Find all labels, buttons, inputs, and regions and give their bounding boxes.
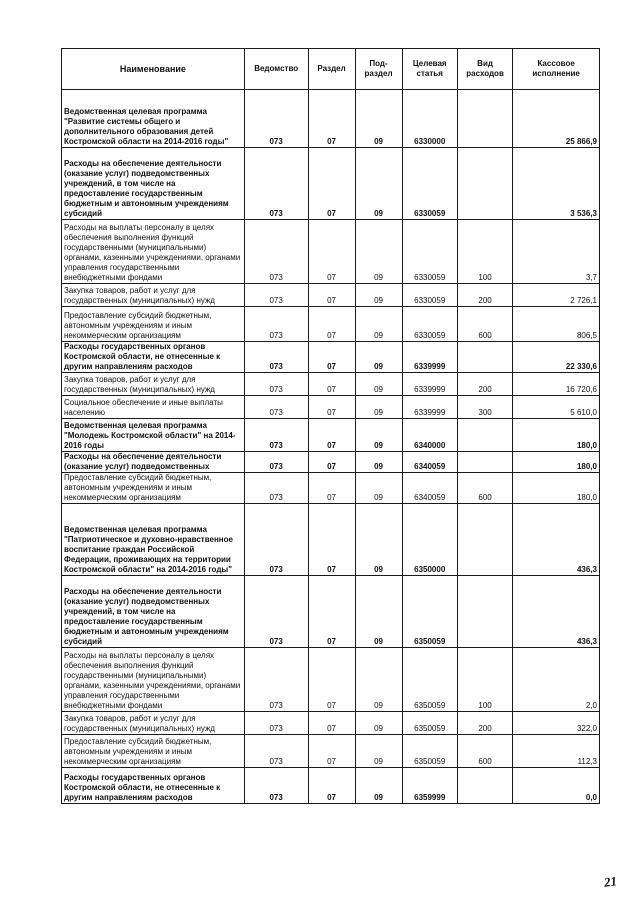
- row-target-article-cell: 6350059: [402, 735, 457, 768]
- row-expense-type-cell: 100: [457, 220, 512, 284]
- row-expense-type-cell: [457, 90, 512, 148]
- row-section-cell: 07: [308, 373, 355, 396]
- row-section-cell: 07: [308, 576, 355, 648]
- row-expense-type-cell: 200: [457, 712, 512, 735]
- row-target-article-cell: 6359999: [402, 768, 457, 804]
- row-target-article-cell: 6330059: [402, 284, 457, 307]
- row-section-cell: 07: [308, 452, 355, 473]
- row-name-cell: Предоставление субсидий бюджетным, автономным учреждениям и иным некоммерческим организациям: [62, 473, 245, 504]
- table-row: [62, 419, 600, 452]
- header-name: Наименование: [62, 49, 245, 90]
- row-expense-type-cell: [457, 768, 512, 804]
- row-name-cell: Расходы государственных органов Костромской области, не отнесенные к другим направлениям расходов: [62, 342, 245, 373]
- row-expense-type-cell: [457, 576, 512, 648]
- row-cash-execution-cell: 22 330,6: [513, 342, 600, 373]
- row-department-cell: 073: [244, 452, 308, 473]
- table-row: [62, 504, 600, 576]
- row-target-article-cell: 6330000: [402, 90, 457, 148]
- row-expense-type-cell: [457, 342, 512, 373]
- row-cash-execution-cell: 436,3: [513, 504, 600, 576]
- row-name-cell: Расходы на выплаты персоналу в целях обеспечения выполнения функций государственными (муниципальными) органами, казенными учреждениями, органами управления государственными внебюджетными фондами: [62, 648, 245, 712]
- row-cash-execution-cell: 2,0: [513, 648, 600, 712]
- row-expense-type-cell: 600: [457, 473, 512, 504]
- row-department-cell: 073: [244, 284, 308, 307]
- row-section-cell: 07: [308, 419, 355, 452]
- row-target-article-cell: 6340059: [402, 452, 457, 473]
- table-row: [62, 284, 600, 307]
- row-subsection-cell: 09: [355, 735, 402, 768]
- row-expense-type-cell: 600: [457, 307, 512, 342]
- row-department-cell: 073: [244, 220, 308, 284]
- table-row: [62, 735, 600, 768]
- budget-execution-table: [61, 48, 600, 804]
- row-name-cell: Расходы на обеспечение деятельности (оказание услуг) подведомственных учреждений, в том числе на предоставление государственным бюджетным и автономным учреждениям субсидий: [62, 576, 245, 648]
- row-target-article-cell: 6339999: [402, 342, 457, 373]
- row-subsection-cell: 09: [355, 90, 402, 148]
- table-row: [62, 648, 600, 712]
- table-row: [62, 342, 600, 373]
- header-section: Раздел: [308, 49, 355, 90]
- row-name-cell: Закупка товаров, работ и услуг для государственных (муниципальных) нужд: [62, 712, 245, 735]
- header-expense-type: Вид расходов: [457, 49, 512, 90]
- row-cash-execution-cell: 5 610,0: [513, 396, 600, 419]
- header-department: Ведомство: [244, 49, 308, 90]
- row-subsection-cell: 09: [355, 396, 402, 419]
- row-cash-execution-cell: 0,0: [513, 768, 600, 804]
- row-cash-execution-cell: 2 726,1: [513, 284, 600, 307]
- row-target-article-cell: 6330059: [402, 307, 457, 342]
- row-department-cell: 073: [244, 307, 308, 342]
- row-target-article-cell: 6350059: [402, 648, 457, 712]
- row-department-cell: 073: [244, 419, 308, 452]
- row-section-cell: 07: [308, 473, 355, 504]
- row-target-article-cell: 6330059: [402, 148, 457, 220]
- row-section-cell: 07: [308, 148, 355, 220]
- row-name-cell: Ведомственная целевая программа "Молодежь Костромской области" на 2014-2016 годы: [62, 419, 245, 452]
- row-section-cell: 07: [308, 712, 355, 735]
- row-department-cell: 073: [244, 504, 308, 576]
- row-subsection-cell: 09: [355, 284, 402, 307]
- row-cash-execution-cell: 112,3: [513, 735, 600, 768]
- row-expense-type-cell: 200: [457, 373, 512, 396]
- row-section-cell: 07: [308, 284, 355, 307]
- row-target-article-cell: 6350059: [402, 576, 457, 648]
- row-subsection-cell: 09: [355, 768, 402, 804]
- row-expense-type-cell: [457, 419, 512, 452]
- page-number: 21: [602, 873, 618, 890]
- row-target-article-cell: 6350059: [402, 712, 457, 735]
- row-target-article-cell: 6340059: [402, 473, 457, 504]
- row-department-cell: 073: [244, 473, 308, 504]
- row-name-cell: Ведомственная целевая программа "Развитие системы общего и дополнительного образования детей Костромской области на 2014-2016 годы": [62, 90, 245, 148]
- row-target-article-cell: 6340000: [402, 419, 457, 452]
- row-expense-type-cell: [457, 504, 512, 576]
- row-department-cell: 073: [244, 148, 308, 220]
- row-cash-execution-cell: 322,0: [513, 712, 600, 735]
- header-subsection: Под- раздел: [355, 49, 402, 90]
- row-name-cell: Предоставление субсидий бюджетным, автономным учреждениям и иным некоммерческим организациям: [62, 307, 245, 342]
- header-cash-execution: Кассовое исполнение: [513, 49, 600, 90]
- table-row: [62, 452, 600, 473]
- row-cash-execution-cell: 180,0: [513, 452, 600, 473]
- row-expense-type-cell: [457, 148, 512, 220]
- row-expense-type-cell: [457, 452, 512, 473]
- row-name-cell: Расходы государственных органов Костромской области, не отнесенные к другим направлениям расходов: [62, 768, 245, 804]
- row-department-cell: 073: [244, 648, 308, 712]
- row-department-cell: 073: [244, 396, 308, 419]
- row-target-article-cell: 6339999: [402, 373, 457, 396]
- table-row: [62, 576, 600, 648]
- row-subsection-cell: 09: [355, 648, 402, 712]
- table-row: [62, 473, 600, 504]
- row-cash-execution-cell: 806,5: [513, 307, 600, 342]
- row-name-cell: Социальное обеспечение и иные выплаты населению: [62, 396, 245, 419]
- row-name-cell: Ведомственная целевая программа "Патриотическое и духовно-нравственное воспитание граждан Российской Федерации, проживающих на территории Костромской области" на 2014-2016 годы": [62, 504, 245, 576]
- row-department-cell: 073: [244, 712, 308, 735]
- row-subsection-cell: 09: [355, 452, 402, 473]
- row-department-cell: 073: [244, 342, 308, 373]
- row-name-cell: Расходы на обеспечение деятельности (оказание услуг) подведомственных учреждений, в том числе на предоставление государственным бюджетным и автономным учреждениям субсидий: [62, 148, 245, 220]
- row-subsection-cell: 09: [355, 419, 402, 452]
- row-expense-type-cell: 300: [457, 396, 512, 419]
- row-department-cell: 073: [244, 735, 308, 768]
- row-name-cell: Предоставление субсидий бюджетным, автономным учреждениям и иным некоммерческим организациям: [62, 735, 245, 768]
- table-row: [62, 373, 600, 396]
- row-section-cell: 07: [308, 90, 355, 148]
- row-cash-execution-cell: 3 536,3: [513, 148, 600, 220]
- row-subsection-cell: 09: [355, 220, 402, 284]
- row-section-cell: 07: [308, 307, 355, 342]
- row-department-cell: 073: [244, 768, 308, 804]
- table-row: [62, 712, 600, 735]
- row-subsection-cell: 09: [355, 504, 402, 576]
- table-row: [62, 307, 600, 342]
- row-cash-execution-cell: 436,3: [513, 576, 600, 648]
- row-subsection-cell: 09: [355, 373, 402, 396]
- row-section-cell: 07: [308, 648, 355, 712]
- table-row: [62, 90, 600, 148]
- row-cash-execution-cell: 3,7: [513, 220, 600, 284]
- row-cash-execution-cell: 180,0: [513, 419, 600, 452]
- row-name-cell: Закупка товаров, работ и услуг для государственных (муниципальных) нужд: [62, 284, 245, 307]
- table-row: [62, 768, 600, 804]
- row-subsection-cell: 09: [355, 342, 402, 373]
- row-department-cell: 073: [244, 576, 308, 648]
- row-expense-type-cell: 600: [457, 735, 512, 768]
- row-subsection-cell: 09: [355, 148, 402, 220]
- table-row: [62, 220, 600, 284]
- header-target-article: Целевая статья: [402, 49, 457, 90]
- row-section-cell: 07: [308, 220, 355, 284]
- row-subsection-cell: 09: [355, 576, 402, 648]
- row-target-article-cell: 6350000: [402, 504, 457, 576]
- table-row: [62, 148, 600, 220]
- row-subsection-cell: 09: [355, 712, 402, 735]
- row-target-article-cell: 6330059: [402, 220, 457, 284]
- table-row: [62, 396, 600, 419]
- row-cash-execution-cell: 180,0: [513, 473, 600, 504]
- row-section-cell: 07: [308, 396, 355, 419]
- row-name-cell: Закупка товаров, работ и услуг для государственных (муниципальных) нужд: [62, 373, 245, 396]
- row-section-cell: 07: [308, 342, 355, 373]
- row-subsection-cell: 09: [355, 307, 402, 342]
- row-name-cell: Расходы на выплаты персоналу в целях обеспечения выполнения функций государственными (муниципальными) органами, казенными учреждениями, органами управления государственными внебюджетными фондами: [62, 220, 245, 284]
- row-expense-type-cell: 200: [457, 284, 512, 307]
- row-target-article-cell: 6339999: [402, 396, 457, 419]
- table-header-row: [62, 49, 600, 90]
- row-cash-execution-cell: 16 720,6: [513, 373, 600, 396]
- row-expense-type-cell: 100: [457, 648, 512, 712]
- row-name-cell: Расходы на обеспечение деятельности (оказание услуг) подведомственных: [62, 452, 245, 473]
- row-section-cell: 07: [308, 735, 355, 768]
- row-department-cell: 073: [244, 373, 308, 396]
- row-section-cell: 07: [308, 504, 355, 576]
- row-cash-execution-cell: 25 866,9: [513, 90, 600, 148]
- row-section-cell: 07: [308, 768, 355, 804]
- row-department-cell: 073: [244, 90, 308, 148]
- row-subsection-cell: 09: [355, 473, 402, 504]
